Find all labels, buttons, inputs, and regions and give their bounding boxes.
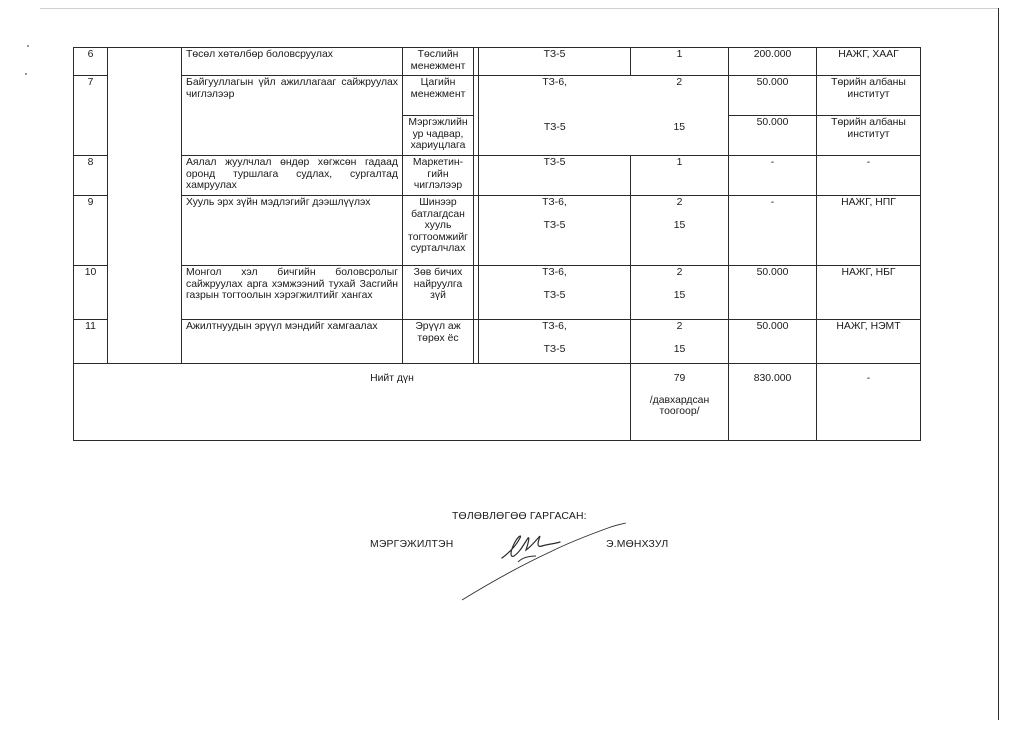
cost-cell: 50.000: [729, 266, 817, 320]
cost-cell: 50.000: [729, 320, 817, 364]
total-row: [74, 364, 921, 441]
table-row: [74, 76, 921, 116]
total-label-cell: [74, 364, 631, 441]
count-value: 15: [673, 121, 686, 133]
level-cell: [479, 266, 631, 320]
level-cell: ТЗ-5: [479, 48, 631, 76]
total-count: 79: [673, 373, 686, 384]
total-organizer-cell: -: [817, 364, 921, 441]
signer-role: МЭРГЭЖИЛТЭН: [370, 539, 454, 550]
activity-cell: Байгууллагын үйл ажиллагааг сайжруулах чиглэлээр: [182, 76, 403, 156]
scan-speck: [25, 73, 27, 75]
row-number: 11: [74, 320, 108, 364]
total-cost-cell: 830.000: [729, 364, 817, 441]
row-number: 8: [74, 156, 108, 196]
count-cell: [631, 266, 729, 320]
training-plan-table: [73, 47, 920, 441]
count-cell: [631, 320, 729, 364]
count-value: 2: [676, 321, 683, 332]
scan-speck: [27, 45, 29, 47]
level-value: ТЗ-5: [543, 343, 566, 355]
activity-cell: Ажилтнуудын эрүүл мэндийг хамгаалах: [182, 320, 403, 364]
topic-cell: Шинээр батлагдсан хууль тогтоомжийг сурталчлах: [403, 196, 474, 266]
level-cell: ТЗ-5: [479, 156, 631, 196]
cost-cell: -: [729, 196, 817, 266]
table-row: [74, 156, 921, 196]
handwritten-signature: [458, 522, 628, 604]
organizer-cell: НАЖГ, НЭМТ: [817, 320, 921, 364]
organizer-cell: -: [817, 156, 921, 196]
level-value: ТЗ-6,: [542, 321, 567, 332]
count-value: 2: [676, 197, 683, 208]
level-value: ТЗ-5: [543, 219, 566, 231]
total-count-cell: [631, 364, 729, 441]
table-row: [74, 48, 921, 76]
row-number: 6: [74, 48, 108, 76]
count-cell: [631, 76, 729, 156]
page-edge-right: [998, 8, 999, 720]
activity-cell: Монгол хэл бичгийн боловсролыг сайжруулах арга хэмжээний тухай Засгийн газрын тогтоолын хэрэгжилтийг хангах: [182, 266, 403, 320]
count-value: 2: [676, 77, 683, 88]
count-value: 15: [673, 343, 686, 355]
level-cell: [479, 320, 631, 364]
topic-cell: Маркетин-гийн чиглэлээр: [403, 156, 474, 196]
organizer-cell: НАЖГ, НБГ: [817, 266, 921, 320]
topic-cell: Төслийн менежмент: [403, 48, 474, 76]
total-count-note: /давхардсан тоогоор/: [649, 394, 710, 418]
row-number: 9: [74, 196, 108, 266]
table-row: [74, 320, 921, 364]
activity-cell: Аялал жуулчлал өндөр хөгжсөн гадаад оронд туршлага судлах, сургалтад хамруулах: [182, 156, 403, 196]
topic-cell: Эрүүл аж төрөх ёс: [403, 320, 474, 364]
signer-name: Э.МӨНХЗУЛ: [606, 539, 669, 550]
activity-cell: Хууль эрх зүйн мэдлэгийг дээшлүүлэх: [182, 196, 403, 266]
topic-cell: Мэргэжлийн ур чадвар, хариуцлага: [403, 116, 474, 156]
count-value: 15: [673, 289, 686, 301]
level-value: ТЗ-5: [543, 121, 566, 133]
level-value: ТЗ-5: [543, 289, 566, 301]
level-value: ТЗ-6,: [542, 77, 568, 88]
topic-cell: Зөв бичих найруулга зүй: [403, 266, 474, 320]
plan-prepared-heading: ТӨЛӨВЛӨГӨӨ ГАРГАСАН:: [452, 511, 587, 522]
cost-cell: 50.000: [729, 116, 817, 156]
count-value: 2: [676, 267, 683, 278]
level-cell: [479, 76, 631, 156]
cost-cell: -: [729, 156, 817, 196]
organizer-cell: НАЖГ, ХААГ: [817, 48, 921, 76]
level-cell: [479, 196, 631, 266]
blank-merged-cell: [108, 48, 182, 364]
page-edge-top: [40, 8, 998, 9]
cost-cell: 200.000: [729, 48, 817, 76]
row-number: 10: [74, 266, 108, 320]
total-label: Нийт дүн: [370, 373, 414, 384]
count-value: 15: [673, 219, 686, 231]
table-row: [74, 266, 921, 320]
row-number: 7: [74, 76, 108, 156]
organizer-cell: Төрийн албаны институт: [817, 116, 921, 156]
organizer-cell: Төрийн албаны институт: [817, 76, 921, 116]
activity-cell: Төсөл хөтөлбөр боловсруулах: [182, 48, 403, 76]
count-cell: 1: [631, 156, 729, 196]
organizer-cell: НАЖГ, НПГ: [817, 196, 921, 266]
level-value: ТЗ-6,: [542, 197, 567, 208]
topic-cell: Цагийн менежмент: [403, 76, 474, 116]
count-cell: 1: [631, 48, 729, 76]
count-cell: [631, 196, 729, 266]
level-value: ТЗ-6,: [542, 267, 567, 278]
table-row: [74, 196, 921, 266]
cost-cell: 50.000: [729, 76, 817, 116]
